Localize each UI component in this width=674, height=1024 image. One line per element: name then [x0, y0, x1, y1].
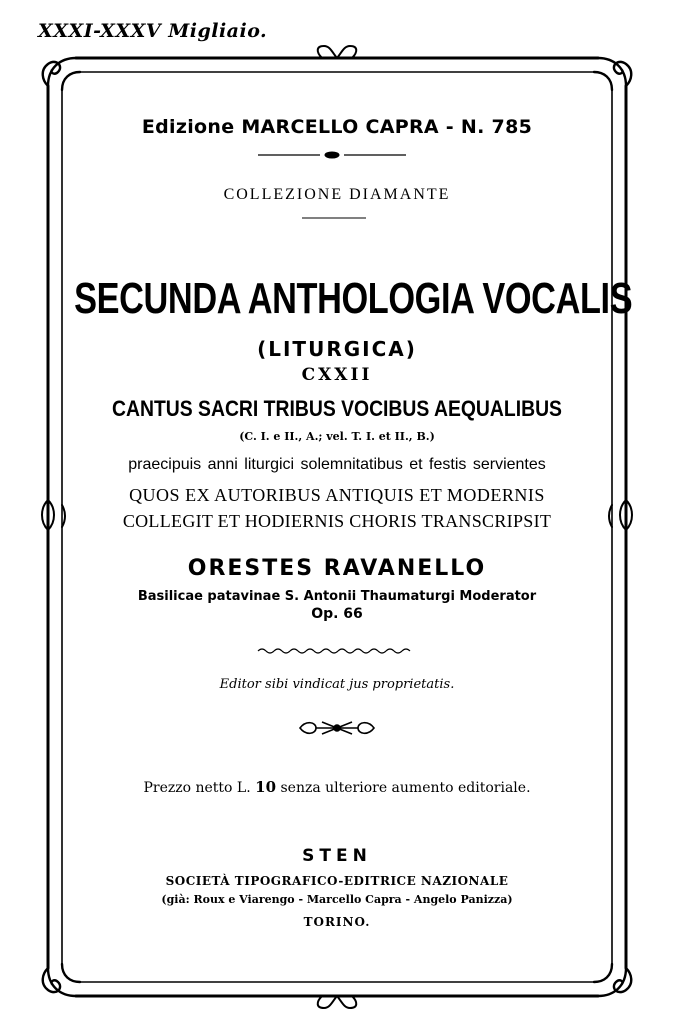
price-line: [0, 778, 674, 796]
divider-center-ornament: [325, 152, 339, 158]
top-center-loop: [318, 46, 357, 58]
fleuron-ornament: [300, 722, 374, 734]
opus-number: Op. 66: [311, 606, 363, 622]
voices-note: (C. I. e II., A.; vel. T. I. et II., B.): [239, 430, 435, 443]
subtitle-liturgica: (LITURGICA): [257, 337, 417, 361]
printing-note: XXXI-XXXV Migliaio.: [38, 20, 268, 42]
price-text-before: Prezzo netto L.: [143, 780, 251, 796]
printer-former-names: (già: Roux e Viarengo - Marcello Capra - Angelo Panizza): [161, 893, 513, 906]
price-text-after: senza ulteriore aumento editoriale.: [280, 780, 531, 796]
title-line-cantus: CANTUS SACRI TRIBUS VOCIBUS AEQUALIBUS: [112, 396, 562, 421]
title-line-praecipuis: praecipuis anni liturgici solemnitatibus et festis servientes: [128, 456, 546, 473]
rights-statement: Editor sibi vindicat jus proprietatis.: [219, 677, 455, 692]
printer-name: SOCIETÀ TIPOGRAFICO-EDITRICE NAZIONALE: [165, 874, 509, 888]
collection-name: COLLEZIONE DIAMANTE: [223, 186, 451, 203]
title-line-quos: QUOS EX AUTORIBUS ANTIQUIS ET MODERNIS: [129, 485, 545, 505]
corner-scroll-top-left: [43, 58, 80, 90]
printer-city: TORINO.: [303, 915, 371, 929]
title-line-collegit: COLLEGIT ET HODIERNIS CHORIS TRANSCRIPSIT: [122, 511, 552, 531]
author-name: ORESTES RAVANELLO: [187, 556, 487, 581]
price-amount: 10: [255, 778, 277, 796]
cantus-count: CXXII: [301, 365, 373, 385]
corner-scroll-top-right: [594, 58, 631, 90]
publisher-line: Edizione MARCELLO CAPRA - N. 785: [141, 116, 533, 138]
printer-mark: STEN: [302, 846, 372, 866]
corner-scroll-bottom-right: [594, 964, 631, 996]
wavy-divider: [258, 649, 410, 653]
corner-scroll-bottom-left: [43, 964, 80, 996]
bottom-center-loop: [318, 996, 357, 1008]
main-title: SECUNDA ANTHOLOGIA VOCALIS: [74, 274, 633, 323]
author-role: Basilicae patavinae S. Antonii Thaumaturgi Moderator: [137, 589, 537, 604]
